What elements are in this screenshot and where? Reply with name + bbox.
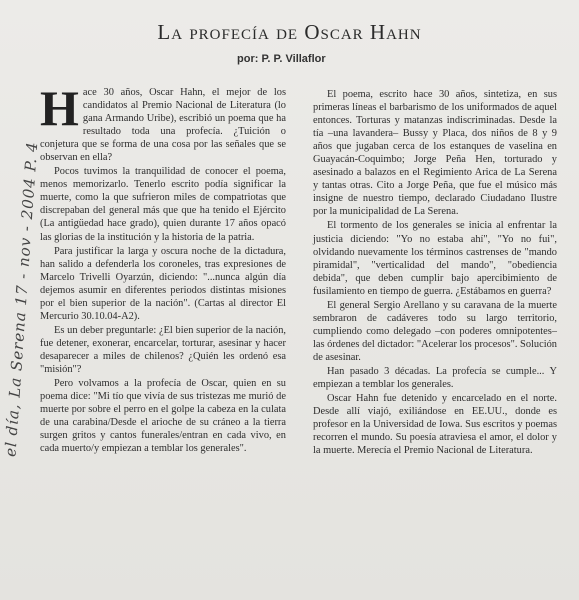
paragraph-3: Para justificar la larga y oscura noche de la dictadura, han salido a defenderla los coroneles, tras expresiones de Marcelo Trivelli Oyarzún, diciendo: "...nunca algún día dejemos asumir en diferentes periodos distintas misiones por el bien superior de la nación". (Cartas al director El Mercurio 30.10.04-A2). <box>40 245 286 322</box>
paragraph-7: El tormento de los generales se inicia al enfrentar la justicia diciendo: "Yo no estaba ahí", "Yo no fui", olvidando nuevamente los términos castrenses de "mando piramidal", "verticalidad del mando", "obediencia debida", que deben cumplir bajo apercibimiento de fusilamiento en tiempo de guerra. ¿Estábamos en guerra? <box>313 220 557 297</box>
paragraph-5: Pero volvamos a la profecía de Oscar, quien en su poema dice: "Mi tío que vivía de sus tristezas me murió de muerte por sobre el perro en el golpe la cabeza en la culata de una carabina/Desde el arioche de su cráneo a la tierra surgen gritos y cantos funerales/entran en cada vivo, en cada muerto/y empiezan a temblar los generales". <box>40 378 286 455</box>
paragraph-9: Han pasado 3 décadas. La profecía se cumple... Y empiezan a temblar los generales. <box>313 365 557 391</box>
left-column <box>40 80 286 455</box>
paragraph-1-text: ace 30 años, Oscar Hahn, el mejor de los candidatos al Premio Nacional de Literatura (lo gana Armando Uribe), escribió un poema que ha resultado toda una profecía. ¿Tuición o conjetura que se forma de una cosa por las señales que se observan en ella? <box>40 87 286 164</box>
paragraph-10: Oscar Hahn fue detenido y encarcelado en el norte. Desde allí viajó, exiliándose en EE.UU., donde es profesor en la Universidad de Iowa. Sus escritos y poemas recorren el mundo. Su poesía atraviesa el amor, el dolor y la muerte. Merecía el Premio Nacional de Literatura. <box>313 393 557 457</box>
paragraph-1 <box>40 80 286 164</box>
article-title: La profecía de Oscar Hahn <box>157 20 422 44</box>
handwritten-margin-note: el día, La Serena 17 - nov - 2004 P. 4 <box>1 140 42 458</box>
paragraph-8: El general Sergio Arellano y su caravana de la muerte sembraron de cadáveres todo su largo territorio, cumpliendo como delegado –con poderes omnipotentes– las órdenes del dictador: "Acelerar los procesos". Solución de asesinar. <box>313 299 557 363</box>
paragraph-4: Es un deber preguntarle: ¿El bien superior de la nación, fue detener, exonerar, encarcelar, torturar, asesinar y hacer desaparecer a miles de chilenos? ¿Quién les ordenó esa "misión"? <box>40 324 286 375</box>
paragraph-6: El poema, escrito hace 30 años, sintetiza, en sus primeras líneas el barbarismo de los uniformados de aquel entonces. Torturas y matanzas indiscriminadas. Desde la tía –una lavandera– Bussy y Placa, dos niños de 8 y 9 años que jugaban cerca de los estanques de vaselina en Guayacán-Coquimbo; Jorge Peña Hen, torturado y asesinado a balazos en el Regimiento Arica de La Serena y tantas otras. Cito a Jorge Peña, que fue el músico más insigne de nuestro tiempo, declarado Ciudadano Ilustre por la municipalidad de La Serena. <box>313 89 557 218</box>
right-column <box>313 88 557 457</box>
drop-cap: H <box>40 80 79 136</box>
article-byline: por: P. P. Villaflor <box>237 53 326 65</box>
paragraph-2: Pocos tuvimos la tranquilidad de conocer el poema, menos memorizarlo. Tenerlo escrito podía significar la muerte, como la que sufrieron miles de compatriotas que discrepaban del general más que que ha tenido el Ejército (La antigüedad hace grado), quien durante 17 años opacó las glorias de la institución y la historia de la patria. <box>40 166 286 243</box>
